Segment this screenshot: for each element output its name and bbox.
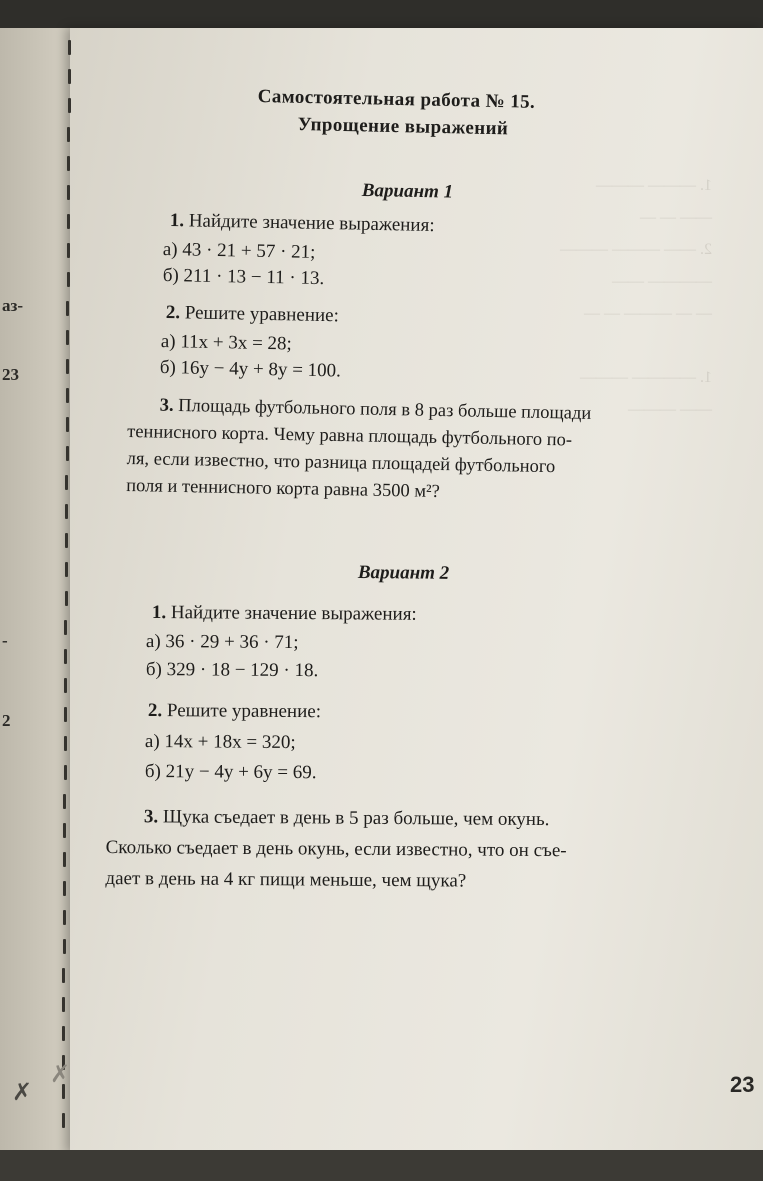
perforation-dash (67, 127, 70, 142)
perforation-dash (67, 185, 70, 200)
left-page-fragment: 23 (2, 365, 19, 384)
pencil-mark-x: ✗ (12, 1079, 33, 1106)
perforation-dash (65, 533, 68, 548)
perforation-dash (66, 301, 69, 316)
v1-task2-prompt (166, 302, 339, 327)
top-background (0, 0, 763, 30)
page-subtitle: Упрощение выражений (297, 114, 509, 140)
perforation-dash (62, 1113, 65, 1128)
v2-task1-b: б) 329 · 18 − 129 · 18. (145, 659, 319, 682)
perforation-dash (64, 736, 67, 751)
perforation-dash (68, 98, 71, 113)
v2-task1-a: а) 36 · 29 + 36 · 71; (145, 631, 299, 654)
page-title: Самостоятельная работа № 15. (257, 86, 536, 113)
perforation-dash (67, 214, 70, 229)
v2-task2-prompt (148, 700, 321, 723)
task-number: 2. (165, 302, 181, 324)
perforation-dash (63, 910, 66, 925)
perforation-dash (64, 649, 67, 664)
variant-2-heading: Вариант 2 (357, 562, 450, 584)
task-number: 1. (151, 602, 167, 624)
perforation-dash (65, 475, 68, 490)
left-page-fragment: аз- (2, 296, 23, 315)
task3-line: дает в день на 4 кг пищи меньше, чем щука? (105, 867, 467, 892)
task-text: Найдите значение выражения: (170, 602, 417, 625)
perforation-dash (66, 388, 69, 403)
task3-line: Площадь футбольного поля в 8 раз больше площади (178, 395, 592, 424)
perforation-dash (66, 330, 69, 345)
variant-1-heading: Вариант 1 (361, 180, 454, 203)
left-page-fragment: 2 (2, 711, 11, 730)
task-number: 3. (143, 806, 159, 828)
v1-task1-b: б) 211 · 13 − 11 · 13. (162, 265, 325, 290)
v1-task1-a: а) 43 · 21 + 57 · 21; (162, 239, 316, 263)
v2-task2-a: а) 14x + 18x = 320; (144, 731, 296, 754)
task-text: Решите уравнение: (166, 700, 322, 723)
perforation-dash (63, 852, 66, 867)
page-number: 23 (730, 1072, 755, 1097)
perforation-dash (63, 794, 66, 809)
perforation-dash (65, 504, 68, 519)
task3-line: Сколько съедает в день окунь, если известно, что он съе- (105, 836, 567, 862)
perforation-dash (63, 939, 66, 954)
task3-line: ля, если известно, что разница площадей футбольного (126, 448, 556, 478)
task-text: Найдите значение выражения: (188, 210, 435, 237)
show-through-text: 1. ——— ——— —— — — 2. —— ——— ——— ———— —— — — ——— — — 1. ———— ——— —— ——— (560, 177, 712, 418)
v1-task3 (126, 392, 592, 509)
perforation-dash (64, 765, 67, 780)
pencil-mark-x: ✗ (50, 1061, 71, 1088)
task3-line: теннисного корта. Чему равна площадь футбольного по- (127, 421, 573, 451)
perforation-dash (63, 823, 66, 838)
perforation-dash (66, 446, 69, 461)
perforation-line (66, 30, 74, 1130)
perforation-dash (64, 620, 67, 635)
left-page-fragment: - (2, 631, 8, 650)
task3-line: поля и теннисного корта равна 3500 м²? (126, 475, 440, 503)
perforation-dash (66, 417, 69, 432)
v2-task2-b: б) 21y − 4y + 6y = 69. (144, 761, 317, 784)
perforation-dash (63, 881, 66, 896)
perforation-dash (67, 272, 70, 287)
perforation-dash (66, 359, 69, 374)
perforation-dash (62, 968, 65, 983)
perforation-dash (62, 1026, 65, 1041)
task-number: 1. (169, 210, 185, 232)
perforation-dash (68, 69, 71, 84)
perforation-dash (68, 40, 71, 55)
v1-task2-a: а) 11x + 3x = 28; (160, 331, 292, 355)
perforation-dash (62, 997, 65, 1012)
bottom-background (0, 1150, 763, 1181)
task-number: 3. (159, 395, 174, 416)
perforation-dash (65, 591, 68, 606)
v2-task1-prompt (152, 602, 417, 626)
v1-task2-b: б) 16y − 4y + 8y = 100. (159, 357, 342, 382)
perforation-dash (64, 678, 67, 693)
perforation-dash (67, 243, 70, 258)
task3-line: Щука съедает в день в 5 раз больше, чем окунь. (162, 806, 550, 831)
task-number: 2. (147, 700, 163, 722)
perforation-dash (65, 562, 68, 577)
task-text: Решите уравнение: (184, 302, 340, 327)
v2-task3 (105, 801, 567, 897)
perforation-dash (67, 156, 70, 171)
perforation-dash (64, 707, 67, 722)
